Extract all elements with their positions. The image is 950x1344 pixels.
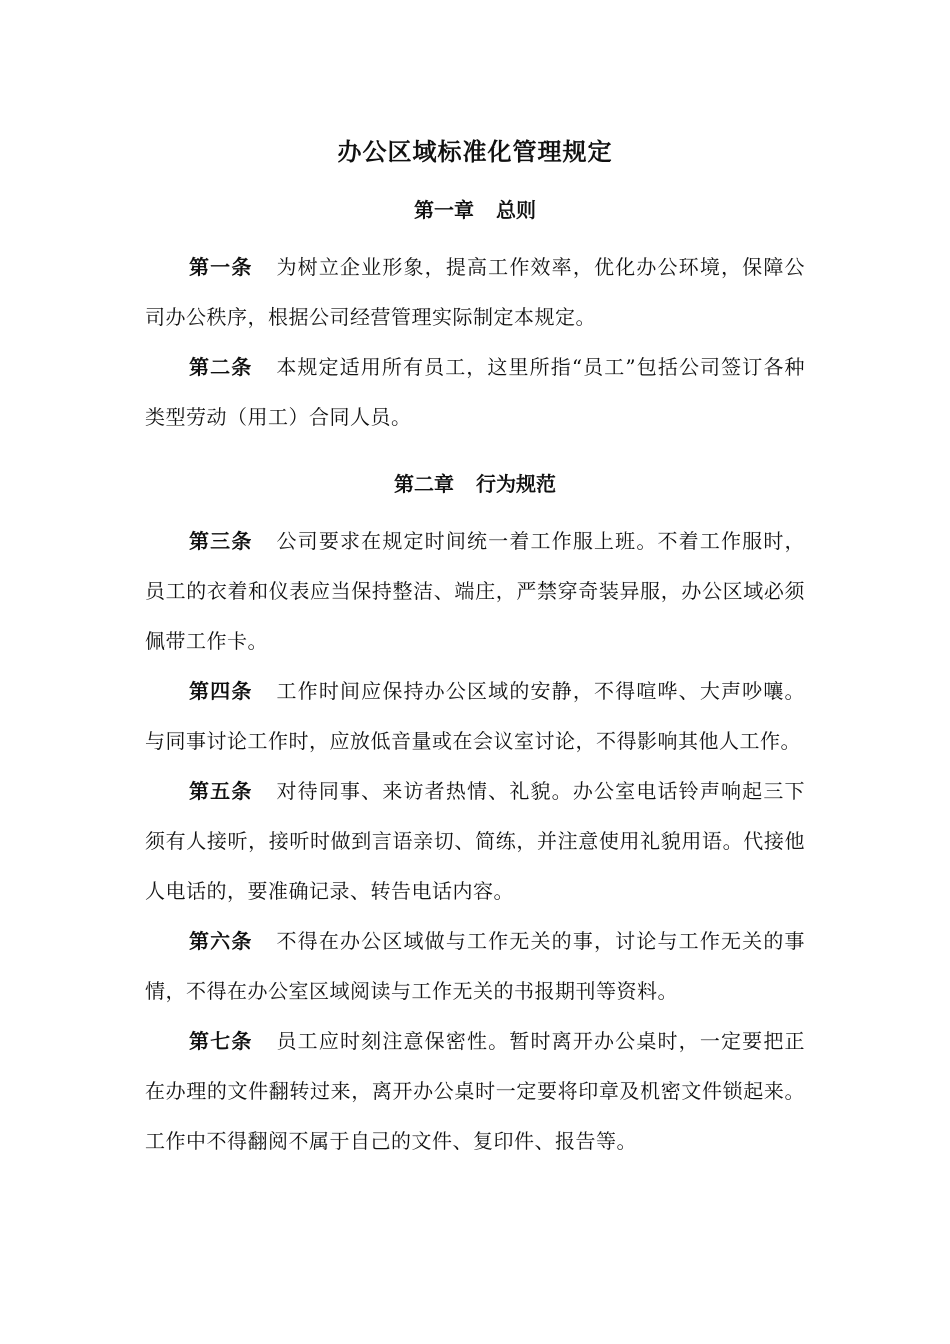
chapter-number: 第二章 — [394, 472, 454, 496]
article-text: 员工应时刻注意保密性。暂时离开办公桌时，一定要把正在办理的文件翻转过来，离开办公桌时一定要将印章及机密文件锁起来。工作中不得翻阅不属于自己的文件、复印件、报告等。 — [145, 1029, 805, 1153]
article-label: 第一条 — [189, 255, 253, 279]
chapter-heading — [145, 464, 805, 504]
article-label: 第三条 — [189, 529, 253, 553]
article-text: 不得在办公区域做与工作无关的事，讨论与工作无关的事情，不得在办公室区域阅读与工作无关的书报期刊等资料。 — [145, 929, 805, 1003]
article-7 — [145, 1016, 805, 1166]
article-text: 本规定适用所有员工，这里所指“员工”包括公司签订各种类型劳动（用工）合同人员。 — [145, 355, 805, 429]
article-3 — [145, 516, 805, 666]
document-page — [145, 128, 805, 1166]
article-5 — [145, 766, 805, 916]
article-label: 第七条 — [189, 1029, 253, 1053]
article-text: 公司要求在规定时间统一着工作服上班。不着工作服时，员工的衣着和仪表应当保持整洁、端庄，严禁穿奇装异服，办公区域必须佩带工作卡。 — [145, 529, 805, 653]
article-text: 工作时间应保持办公区域的安静，不得喧哗、大声吵嚷。与同事讨论工作时，应放低音量或在会议室讨论，不得影响其他人工作。 — [145, 679, 805, 753]
article-text: 为树立企业形象，提高工作效率，优化办公环境，保障公司办公秩序，根据公司经营管理实际制定本规定。 — [145, 255, 805, 329]
article-1 — [145, 242, 805, 342]
article-label: 第四条 — [189, 679, 253, 703]
chapter-name: 行为规范 — [476, 472, 556, 496]
article-4 — [145, 666, 805, 766]
article-2 — [145, 342, 805, 442]
chapter-name: 总则 — [496, 198, 536, 222]
chapter-2 — [145, 464, 805, 1166]
article-label: 第五条 — [189, 779, 253, 803]
article-6 — [145, 916, 805, 1016]
document-title: 办公区域标准化管理规定 — [337, 137, 613, 166]
chapter-heading — [145, 190, 805, 230]
chapter-1 — [145, 190, 805, 442]
article-text: 对待同事、来访者热情、礼貌。办公室电话铃声响起三下须有人接听，接听时做到言语亲切、简练，并注意使用礼貌用语。代接他人电话的，要准确记录、转告电话内容。 — [145, 779, 805, 903]
chapter-number: 第一章 — [414, 198, 474, 222]
article-label: 第二条 — [189, 355, 253, 379]
article-label: 第六条 — [189, 929, 253, 953]
